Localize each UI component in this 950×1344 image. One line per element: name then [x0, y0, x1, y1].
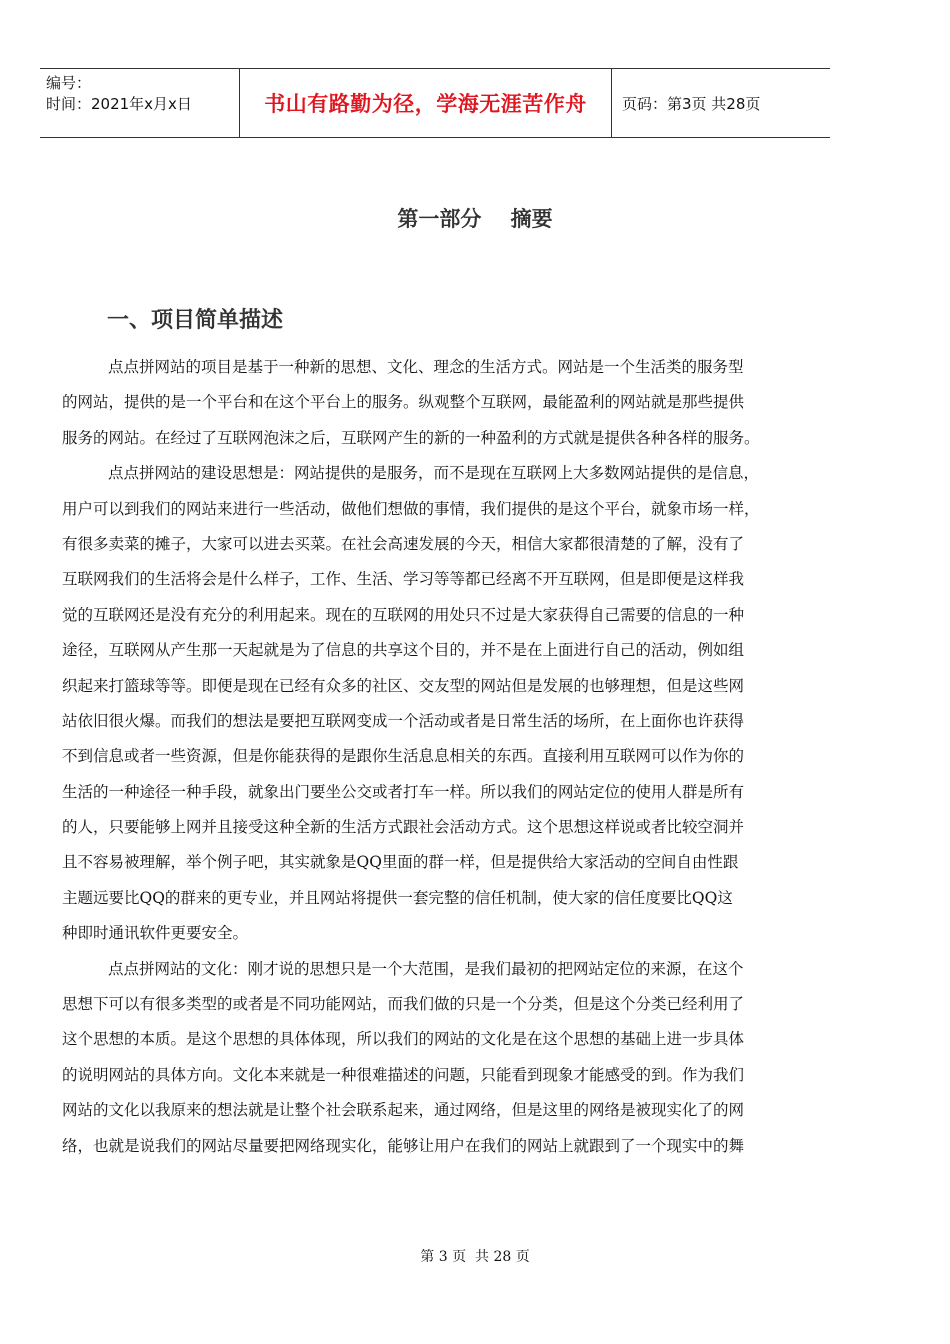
body-line: 点点拼网站的建设思想是：网站提供的是服务，而不是现在互联网上大多数网站提供的是信息，	[108, 464, 760, 483]
body-line: 点点拼网站的项目是基于一种新的思想、文化、理念的生活方式。网站是一个生活类的服务型	[108, 358, 744, 376]
body-line: 觉的互联网还是没有充分的利用起来。现在的互联网的用处只不过是大家获得自己需要的信息的一种	[62, 605, 745, 624]
page-footer: 第 3 页 共 28 页	[420, 1249, 530, 1265]
body-line: 服务的网站。在经过了互联网泡沫之后，互联网产生的新的一种盈利的方式就是提供各种各样的服务。	[62, 428, 760, 447]
body-line: 有很多卖菜的摊子，大家可以进去买菜。在社会高速发展的今天，相信大家都很清楚的了解，没有了	[62, 534, 745, 553]
body-line: 生活的一种途径一种手段，就象出门要坐公交或者打车一样。所以我们的网站定位的使用人群是所有	[62, 782, 745, 801]
body-line: 网站的文化以我原来的想法就是让整个社会联系起来，通过网络，但是这里的网络是被现实化了的网	[62, 1101, 745, 1120]
body-line: 点点拼网站的文化：刚才说的思想只是一个大范围，是我们最初的把网站定位的来源，在这个	[108, 959, 744, 978]
header-page-label: 页码：第3页 共28页	[622, 94, 761, 113]
body-line: 主题远要比QQ的群来的更专业，并且网站将提供一套完整的信任机制，使大家的信任度要比QQ这	[62, 888, 733, 907]
body-line: 用户可以到我们的网站来进行一些活动，做他们想做的事情，我们提供的是这个平台，就象市场一样，	[62, 499, 760, 518]
body-line: 的说明网站的具体方向。文化本来就是一种很难描述的问题，只能看到现象才能感受的到。作为我们	[62, 1065, 745, 1084]
number-label: 编号：	[46, 74, 92, 92]
body-line: 织起来打篮球等等。即便是现在已经有众多的社区、交友型的网站但是发展的也够理想，但是这些网	[62, 676, 745, 695]
body-line: 的网站，提供的是一个平台和在这个平台上的服务。纵观整个互联网，最能盈利的网站就是那些提供	[62, 393, 745, 412]
body-line: 思想下可以有很多类型的或者是不同功能网站，而我们做的只是一个分类，但是这个分类已经利用了	[62, 995, 745, 1014]
body-line: 这个思想的本质。是这个思想的具体体现，所以我们的网站的文化是在这个思想的基础上进一步具体	[62, 1030, 745, 1049]
body-line: 且不容易被理解，举个例子吧，其实就象是QQ里面的群一样，但是提供给大家活动的空间自由性跟	[62, 853, 739, 872]
body-line: 站依旧很火爆。而我们的想法是要把互联网变成一个活动或者是日常生活的场所，在上面你也许获得	[62, 711, 745, 730]
time-label: 时间：2021年x月x日	[46, 95, 192, 113]
header-table	[40, 68, 830, 138]
body-line: 互联网我们的生活将会是什么样子，工作、生活、学习等等都已经离不开互联网，但是即便是这样我	[62, 570, 745, 589]
section-title: 一、项目简单描述	[107, 308, 284, 333]
body-line: 不到信息或者一些资源，但是你能获得的是跟你生活息息相关的东西。直接利用互联网可以作为你的	[62, 747, 745, 766]
body-line: 种即时通讯软件更要安全。	[62, 924, 249, 943]
body-line: 途径，互联网从产生那一天起就是为了信息的共享这个目的，并不是在上面进行自己的活动，例如组	[62, 641, 745, 660]
part-title: 第一部分 摘要	[397, 207, 553, 231]
body-text	[62, 350, 802, 1164]
header-meta-cell	[40, 69, 240, 137]
body-line: 络，也就是说我们的网站尽量要把网络现实化，能够让用户在我们的网站上就跟到了一个现实中的舞	[62, 1136, 745, 1155]
body-line: 的人，只要能够上网并且接受这种全新的生活方式跟社会活动方式。这个思想这样说或者比较空洞并	[62, 818, 745, 837]
header-motto: 书山有路勤为径，学海无涯苦作舟	[240, 69, 612, 137]
